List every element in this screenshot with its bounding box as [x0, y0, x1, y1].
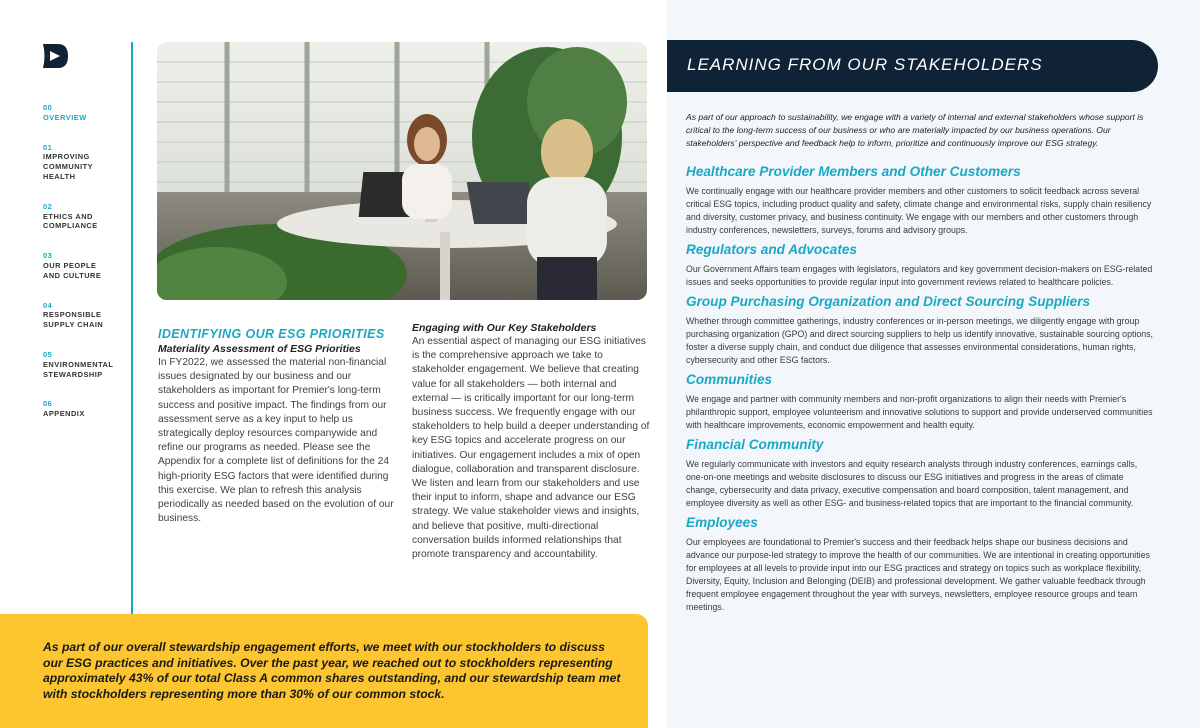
nav-item-label: ETHICS AND COMPLIANCE: [43, 211, 98, 231]
section-heading: Employees: [686, 515, 758, 530]
engaging-text: An essential aspect of managing our ESG initiatives is the comprehensive approach we take to stakeholder engagement. We believe that creating value for all stakeholders — both internal and external — is critically important for our long-term business success. We frequently engage with our stakeholders to help build a deeper understanding of key ESG topics and accelerate progress on our initiatives. Our engagement includes a mix of open dialogue, collaboration and transparent disclosure. We listen and learn from our stakeholders and use their input to inform, shape and advance our ESG strategy. We value stakeholder views and insights, and believe that positive, multi-directional conversation builds informed relationships that promote transparency and accountability.: [412, 336, 650, 561]
stakeholder-sections: [686, 163, 1156, 618]
engaging-stakeholders-section: [412, 322, 650, 562]
callout-text: As part of our overall stewardship engagement efforts, we meet with our stockholders to discuss our ESG practices and initiatives. Over the past year, we reached out to stockholders representing approximately 43% of our total Class A common shares outstanding, and our stewardship team met with stockholders representing more than 30% of our common stock.: [43, 640, 621, 701]
office-meeting-photo: [157, 42, 647, 300]
nav-item-number: 04: [43, 300, 53, 310]
nav-item-environmental-stewardship[interactable]: [43, 350, 113, 379]
nav-item-our-people-and-culture[interactable]: [43, 251, 103, 280]
intro-text: As part of our approach to sustainability, we engage with a variety of internal and external stakeholders whose support is critical to the long-term success of our business or who are materially impacted by our business operations. Our stakeholders' perspective and feedback help to inform, prioritize and continuously improve our ESG strategy.: [686, 112, 1144, 148]
section-gpo-suppliers: [686, 293, 1156, 367]
nav-item-label: OVERVIEW: [43, 112, 87, 122]
nav-item-number: 01: [43, 142, 53, 152]
section-communities: [686, 371, 1156, 432]
nav-item-improving-community-health[interactable]: [43, 143, 101, 182]
nav-item-number: 00: [43, 103, 53, 112]
section-text: We continually engage with our healthcare provider members and other customers to solicit feedback across several critical ESG topics, including product quality and safety, climate change and environmental risks, supply chain resiliency and diversity, customer privacy, and business continuity. We engage with our members and other customers through industry conferences, newsletters, surveys, forums and advisory groups.: [686, 186, 1152, 235]
nav-item-number: 05: [43, 349, 53, 359]
nav-item-overview[interactable]: [43, 103, 128, 123]
side-navigation: [43, 103, 128, 439]
engaging-heading: Engaging with Our Key Stakeholders: [412, 322, 597, 334]
nav-item-ethics-and-compliance[interactable]: [43, 202, 103, 231]
section-text: Our employees are foundational to Premier's success and their feedback helps shape our business decisions and advance our purpose-led strategy to improve the health of our communities. We are intentional in creating opportunities for employees at all levels to provide input into our ESG practices and strategy on topics such as workplace flexibility, Diversity, Equity, Inclusion and Belonging (DEIB) and professional development. We gather valuable feedback through frequent employee engagement throughout the year with surveys, newsletters, employee resource groups and team meetings.: [686, 537, 1150, 612]
section-regulators: [686, 241, 1156, 289]
stakeholders-banner: [667, 40, 1158, 92]
stewardship-callout: [0, 614, 648, 728]
divider-line: [131, 42, 133, 614]
section-heading: Healthcare Provider Members and Other Customers: [686, 164, 1021, 179]
section-financial-community: [686, 436, 1156, 510]
section-text: We engage and partner with community members and non-profit organizations to align their needs with Premier's philanthropic support, employee volunteerism and innovative solutions to support and provide underserved communities with healthcare improvements, economic empowerment and health equity.: [686, 394, 1153, 430]
section-employees: [686, 514, 1156, 614]
banner-title: LEARNING FROM OUR STAKEHOLDERS: [687, 55, 1043, 74]
section-text: We regularly communicate with investors and equity research analysts through industry conferences, earnings calls, one-on-one meetings and website disclosures to discuss our ESG initiatives and progress in the areas of climate change, cybersecurity and data privacy, executive compensation and board composition, talent management, and employee diversity as well as other ESG- and business-related topics that are important to the financial community.: [686, 459, 1138, 508]
section-text: Our Government Affairs team engages with legislators, regulators and key government decision-makers on ESG-related issues and seeks opportunities to provide regular input into government reviews related to healthcare policies.: [686, 264, 1153, 287]
nav-item-label: ENVIRONMENTAL STEWARDSHIP: [43, 359, 114, 379]
nav-item-number: 02: [43, 201, 53, 211]
esg-priorities-section: [158, 327, 398, 526]
premier-logo-icon[interactable]: [40, 42, 70, 70]
materiality-heading: Materiality Assessment of ESG Priorities: [158, 343, 361, 355]
section-heading: Regulators and Advocates: [686, 242, 857, 257]
nav-item-responsible-supply-chain[interactable]: [43, 301, 107, 330]
nav-item-label: OUR PEOPLE AND CULTURE: [43, 260, 102, 280]
section-heading: Group Purchasing Organization and Direct Sourcing Suppliers: [686, 294, 1091, 309]
section-healthcare-providers: [686, 163, 1156, 237]
section-heading: Communities: [686, 372, 773, 387]
section-text: Whether through committee gatherings, industry conferences or in-person meetings, we diligently engage with group purchasing organization (GPO) and direct sourcing suppliers to help us identify innovative, sustainable sourcing options, foster a diverse supply chain, and conduct due diligence that assesses environmental considerations, human rights, cybersecurity and other ESG factors.: [686, 316, 1153, 365]
section-heading: Financial Community: [686, 437, 824, 452]
nav-item-appendix[interactable]: [43, 399, 128, 419]
materiality-text: In FY2022, we assessed the material non-financial issues designated by our business and our stakeholders as important for Premier's long-term success and positive impact. The findings from our assessment serve as a key input to help us strategically deploy resources companywide and refine our programs as needed. Please see the Appendix for a complete list of definitions for the 24 high-priority ESG factors that were identified during this exercise. We plan to refresh this analysis periodically as needed based on the evolution of our business.: [158, 357, 394, 525]
nav-item-number: 03: [43, 251, 53, 261]
section-title: IDENTIFYING OUR ESG PRIORITIES: [158, 327, 385, 341]
nav-item-label: RESPONSIBLE SUPPLY CHAIN: [43, 310, 104, 330]
nav-item-number: 06: [43, 399, 53, 409]
nav-item-label: APPENDIX: [43, 409, 85, 419]
nav-item-label: IMPROVING COMMUNITY HEALTH: [43, 152, 93, 181]
